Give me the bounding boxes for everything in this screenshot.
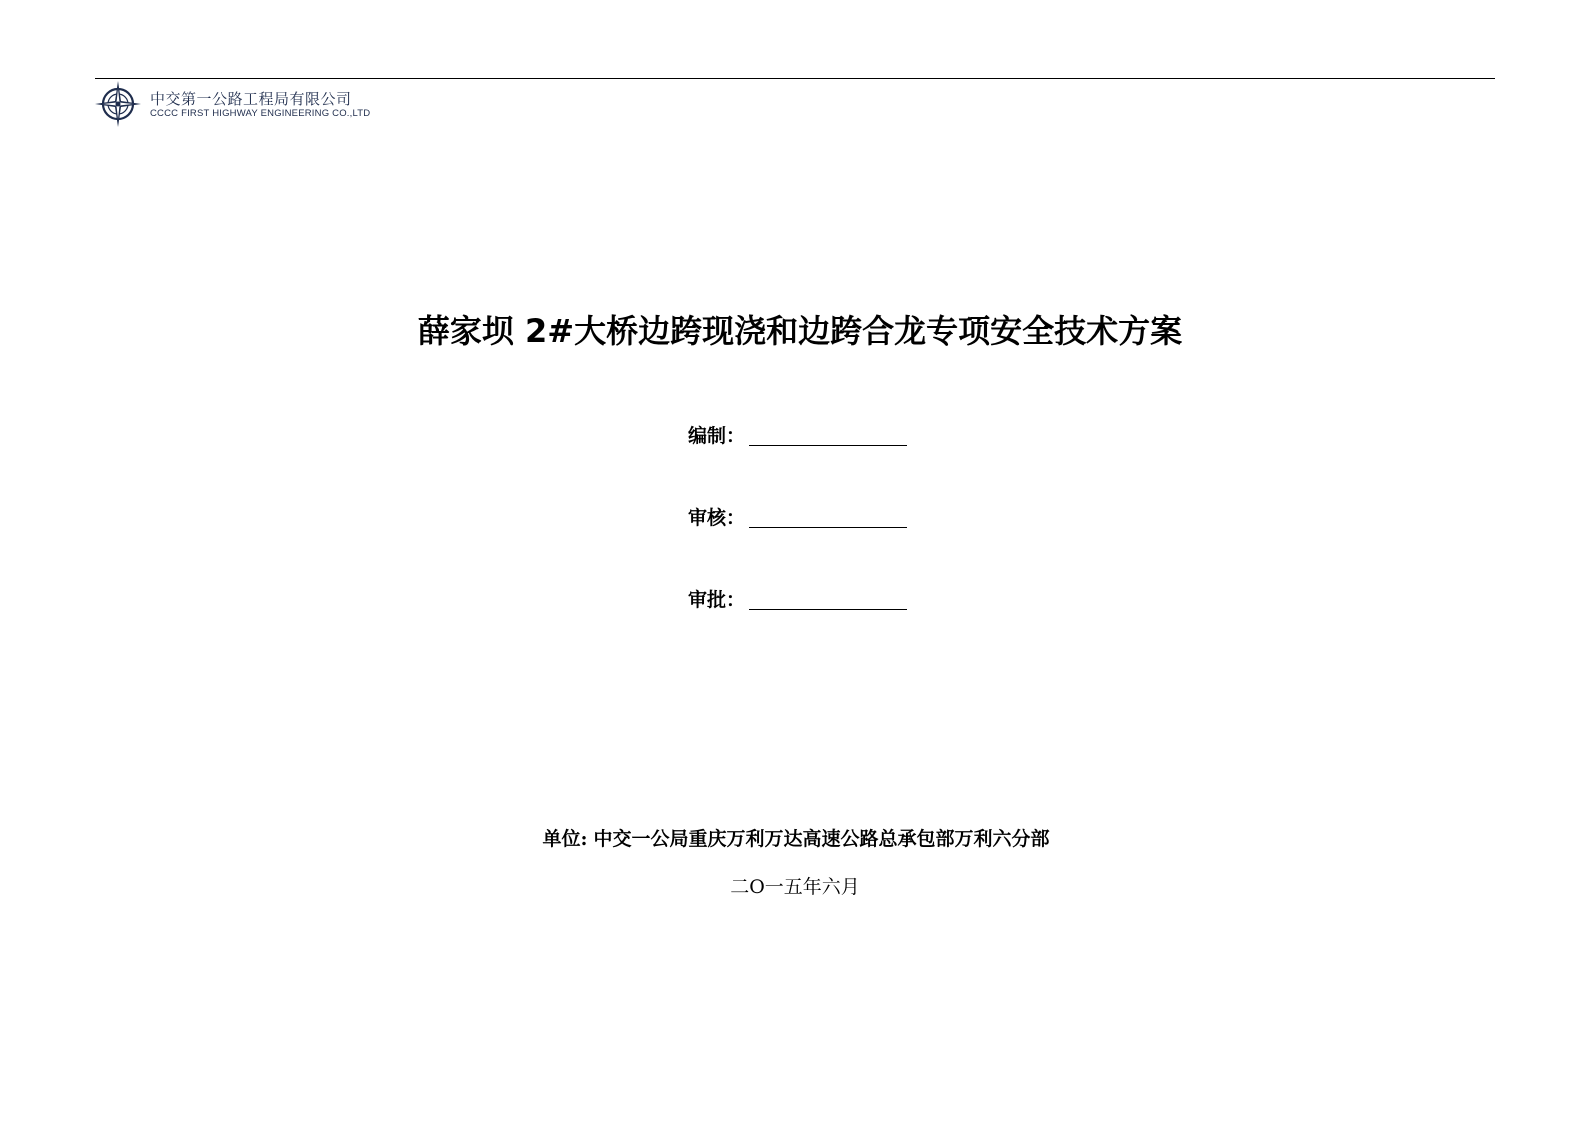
organization-unit [0,824,1587,851]
signature-line-approved [749,609,907,610]
cccc-compass-logo-icon [94,80,142,128]
document-date: 二O一五年六月 [730,876,860,898]
document-title: 薛家坝 2#大桥边跨现浇和边跨合龙专项安全技术方案 [417,312,1183,350]
signature-row-approved [688,582,907,612]
signature-label-reviewed: 审核： [688,507,746,529]
signature-row-prepared [688,418,907,448]
company-name-en: CCCC FIRST HIGHWAY ENGINEERING CO.,LTD [150,108,371,119]
signature-row-reviewed [688,500,907,530]
unit-label: 单位: [542,828,588,850]
signature-line-reviewed [749,527,907,528]
signature-label-approved: 审批： [688,589,746,611]
company-name-cn: 中交第一公路工程局有限公司 [150,90,352,108]
signature-line-prepared [749,445,907,446]
unit-value: 中交一公局重庆万利万达高速公路总承包部万利六分部 [593,828,1050,850]
header-rule [95,78,1495,79]
signature-label-prepared: 编制： [688,425,746,447]
